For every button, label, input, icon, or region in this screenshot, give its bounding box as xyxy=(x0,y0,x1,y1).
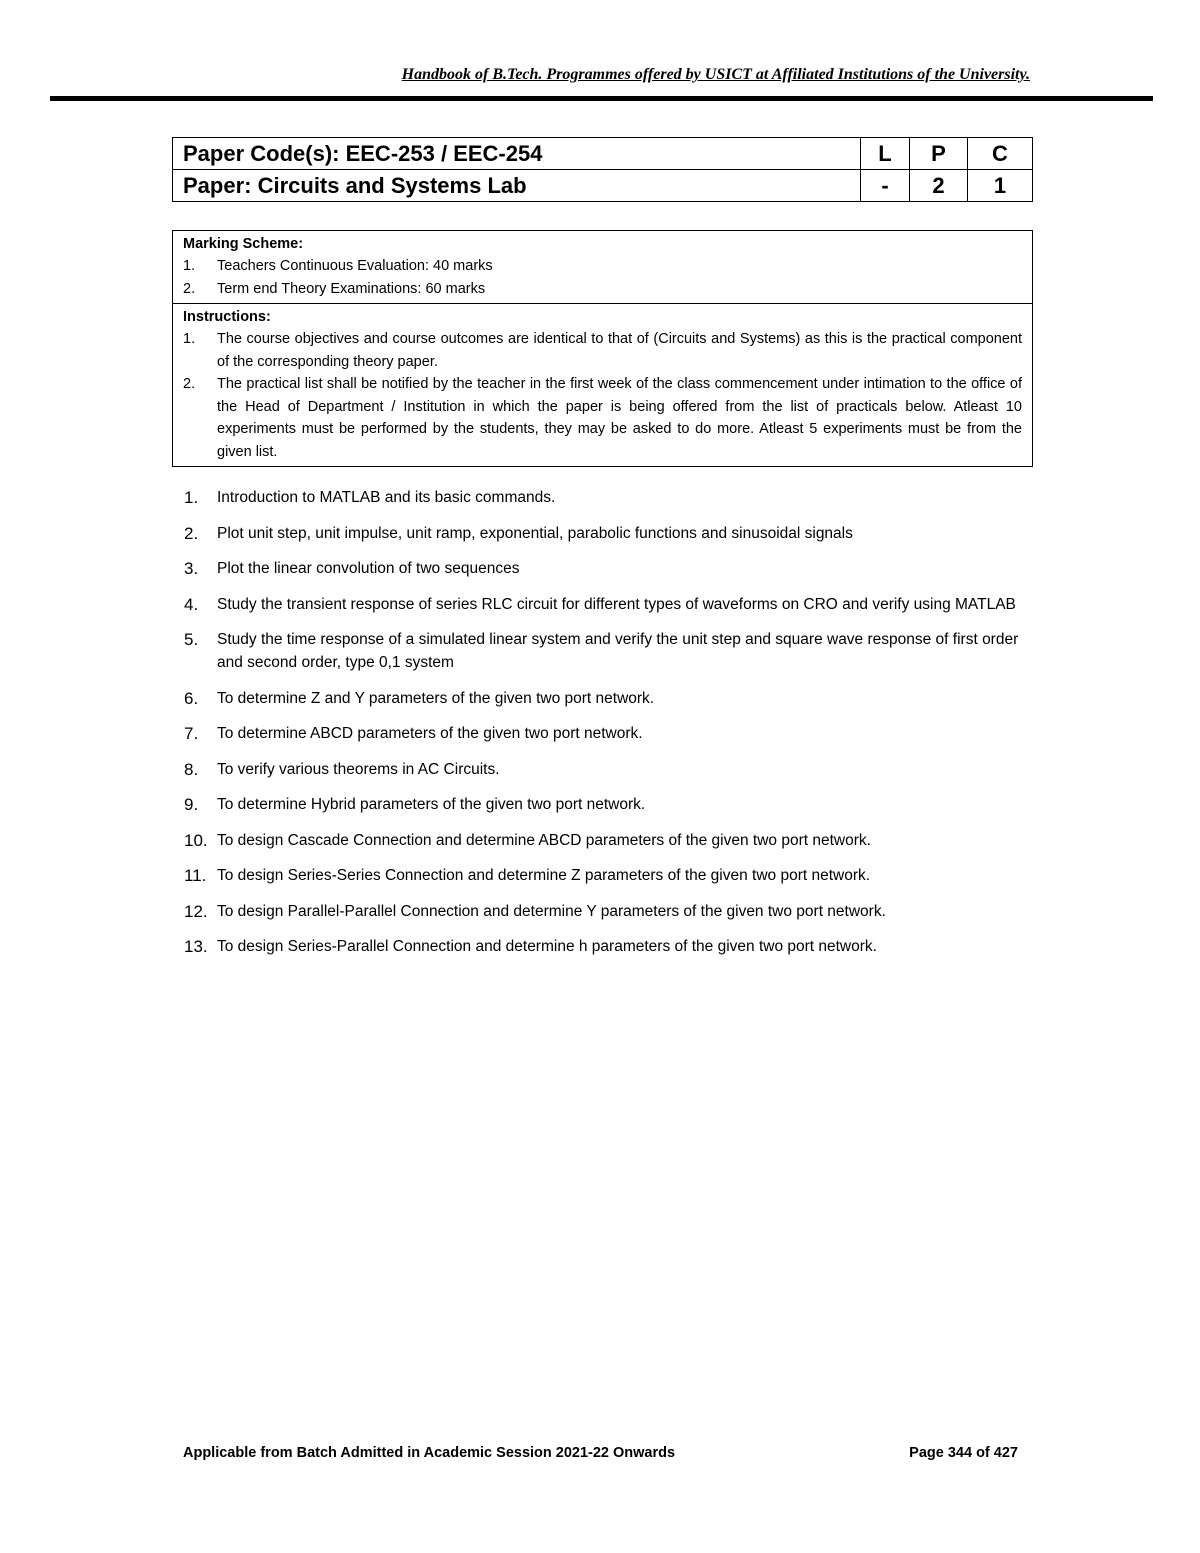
list-item xyxy=(184,687,1034,710)
list-item xyxy=(184,486,1034,509)
item-text: To design Cascade Connection and determine ABCD parameters of the given two port network. xyxy=(217,831,871,849)
item-number: 3. xyxy=(184,559,199,578)
page-header: Handbook of B.Tech. Programmes offered by USICT at Affiliated Institutions of the University. xyxy=(401,66,1030,83)
list-item xyxy=(184,793,1034,816)
marking-scheme-section xyxy=(173,231,1032,303)
item-text: Teachers Continuous Evaluation: 40 marks xyxy=(217,258,493,274)
credit-value: 1 xyxy=(968,170,1033,202)
item-number: 11. xyxy=(184,866,207,885)
item-number: 7. xyxy=(184,724,199,743)
item-number: 12. xyxy=(184,901,208,921)
list-item xyxy=(184,864,1034,887)
paper-name-row xyxy=(173,170,1033,202)
list-item xyxy=(184,935,1034,958)
header-rule xyxy=(50,96,1153,101)
item-number: 2. xyxy=(183,376,196,392)
item-number: 9. xyxy=(184,795,199,814)
marking-scheme-box xyxy=(172,230,1033,467)
list-item xyxy=(184,900,1034,923)
item-number: 10. xyxy=(184,830,208,850)
item-text: To determine ABCD parameters of the given two port network. xyxy=(217,725,643,742)
col-c-header: C xyxy=(968,138,1033,170)
item-text: Study the time response of a simulated linear system and verify the unit step and square wave response of first order and second order, type 0,1 system xyxy=(217,631,1019,671)
experiment-list xyxy=(184,486,1034,971)
item-text: The practical list shall be notified by the teacher in the first week of the class commencement under intimation to the office of the Head of Department / Institution in which the paper is being offered from the list of practicals below. Atleast 10 experiments must be performed by the students, they may be asked to do more. Atleast 5 experiments must be from the given list. xyxy=(217,376,1022,460)
item-text: To design Series-Series Connection and determine Z parameters of the given two port network. xyxy=(217,867,871,884)
paper-code-table xyxy=(172,137,1033,202)
item-text: To design Series-Parallel Connection and determine h parameters of the given two port network. xyxy=(217,938,877,955)
list-item xyxy=(183,328,1022,373)
list-item xyxy=(184,758,1034,781)
page-number: Page 344 of 427 xyxy=(909,1445,1018,1461)
list-item xyxy=(184,557,1034,580)
paper-code: Paper Code(s): EEC-253 / EEC-254 xyxy=(173,138,861,170)
list-item xyxy=(183,255,1022,278)
item-text: Plot the linear convolution of two sequences xyxy=(217,560,520,577)
item-text: To determine Hybrid parameters of the given two port network. xyxy=(217,796,646,813)
marking-scheme-heading: Marking Scheme: xyxy=(183,236,304,252)
lecture-value: - xyxy=(861,170,910,202)
paper-name: Paper: Circuits and Systems Lab xyxy=(173,170,861,202)
item-text: To verify various theorems in AC Circuits. xyxy=(217,760,500,778)
item-text: Term end Theory Examinations: 60 marks xyxy=(217,280,486,297)
list-item xyxy=(184,722,1034,745)
item-text: Plot unit step, unit impulse, unit ramp, exponential, parabolic functions and sinusoidal signals xyxy=(217,524,853,542)
item-text: The course objectives and course outcomes are identical to that of (Circuits and Systems) as this is the practical component of the corresponding theory paper. xyxy=(217,331,1022,370)
col-l-header: L xyxy=(861,138,910,170)
item-number: 13. xyxy=(184,937,208,956)
item-number: 1. xyxy=(183,258,196,274)
item-number: 5. xyxy=(184,630,199,649)
item-number: 6. xyxy=(184,688,199,708)
item-text: Introduction to MATLAB and its basic commands. xyxy=(217,489,556,506)
list-item xyxy=(184,628,1034,674)
item-number: 1. xyxy=(184,488,199,507)
list-item xyxy=(184,829,1034,852)
list-item xyxy=(183,373,1022,463)
list-item xyxy=(183,278,1022,301)
item-number: 2. xyxy=(184,523,199,543)
paper-code-row xyxy=(173,138,1033,170)
instructions-section xyxy=(173,303,1032,466)
item-number: 4. xyxy=(184,594,199,614)
item-number: 8. xyxy=(184,759,199,779)
item-text: To design Parallel-Parallel Connection and determine Y parameters of the given two port network. xyxy=(217,902,886,920)
item-number: 1. xyxy=(183,331,196,347)
list-item xyxy=(184,593,1034,616)
item-text: To determine Z and Y parameters of the given two port network. xyxy=(217,689,655,707)
practical-value: 2 xyxy=(910,170,968,202)
item-number: 2. xyxy=(183,280,196,297)
col-p-header: P xyxy=(910,138,968,170)
list-item xyxy=(184,522,1034,545)
instructions-heading: Instructions: xyxy=(183,309,271,325)
footer-applicability: Applicable from Batch Admitted in Academic Session 2021-22 Onwards xyxy=(183,1445,676,1461)
item-text: Study the transient response of series RLC circuit for different types of waveforms on CRO and verify using MATLAB xyxy=(217,595,1016,613)
